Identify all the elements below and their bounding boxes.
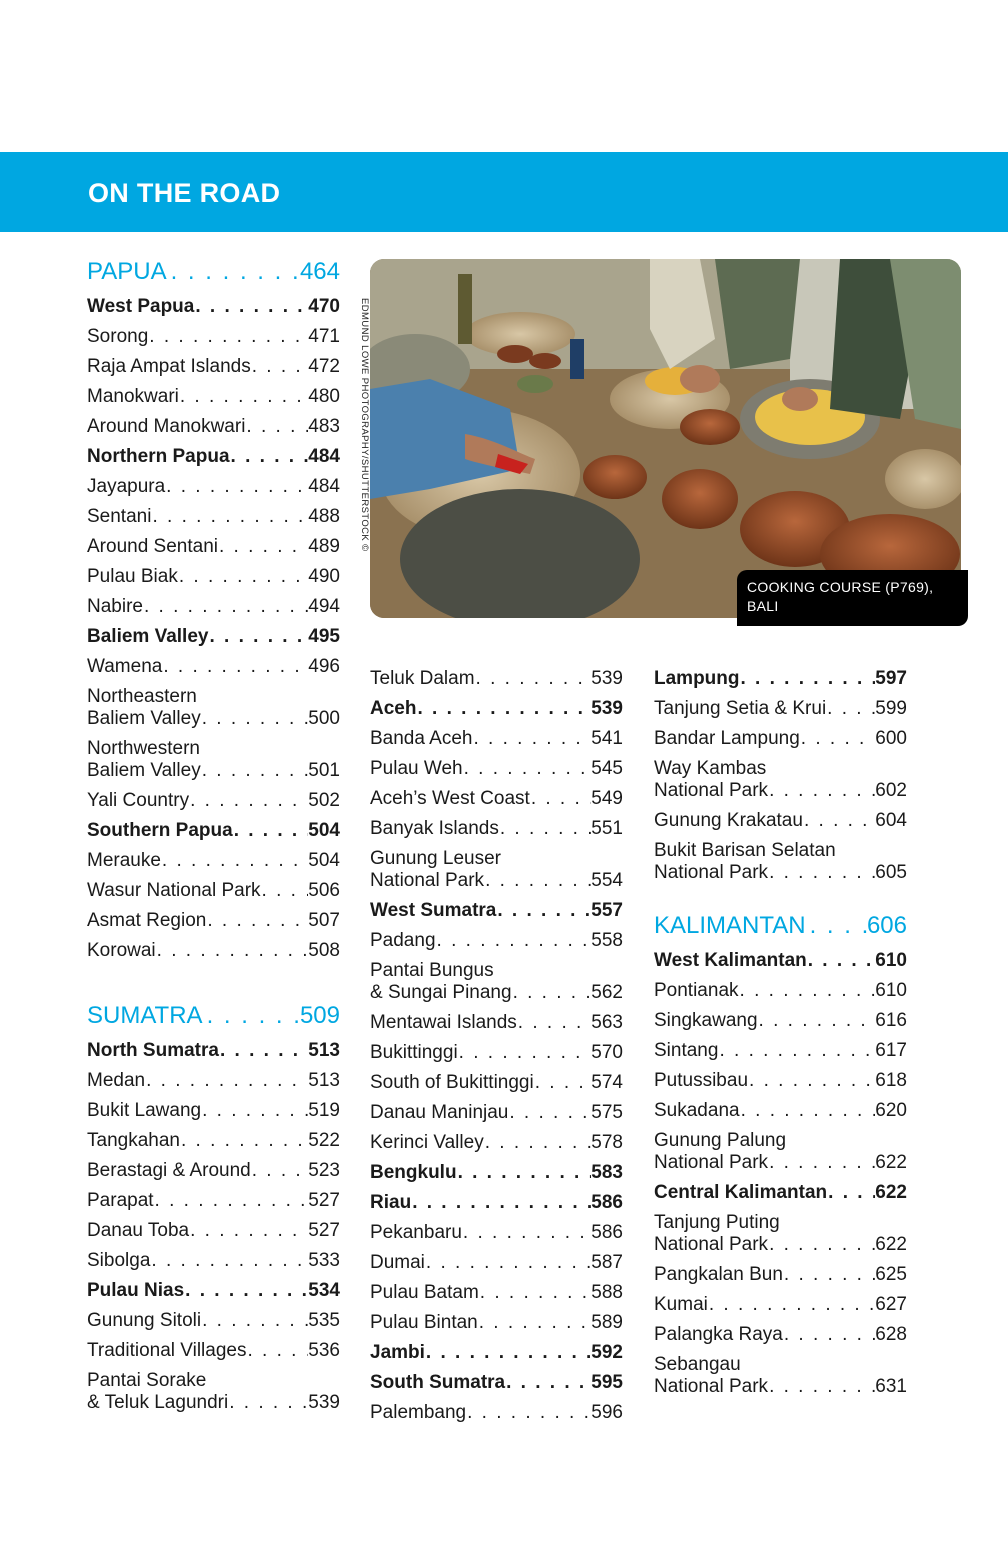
toc-entry-singkawang[interactable]: Singkawang . . . 616 xyxy=(654,1006,907,1036)
toc-entry-wamena[interactable]: Wamena . . . 496 xyxy=(87,652,340,682)
toc-entry-tanjung-setia-krui[interactable]: Tanjung Setia & Krui . . . 599 xyxy=(654,694,907,724)
toc-entry-sebangau-national-park[interactable]: Sebangau National Park . . . 631 xyxy=(654,1350,907,1402)
toc-entry-nabire[interactable]: Nabire . . . 494 xyxy=(87,592,340,622)
toc-entry-bengkulu[interactable]: Bengkulu . . . 583 xyxy=(370,1158,623,1188)
toc-entry-pulau-nias[interactable]: Pulau Nias . . . 534 xyxy=(87,1276,340,1306)
toc-entry-sibolga[interactable]: Sibolga . . . 533 xyxy=(87,1246,340,1276)
toc-entry-pontianak[interactable]: Pontianak . . . 610 xyxy=(654,976,907,1006)
photo-illustration xyxy=(370,259,961,618)
toc-entry-north-sumatra[interactable]: North Sumatra . . . 513 xyxy=(87,1036,340,1066)
toc-entry-gunung-leuser-national-park[interactable]: Gunung Leuser National Park . . . 554 xyxy=(370,844,623,896)
toc-entry-palembang[interactable]: Palembang . . . 596 xyxy=(370,1398,623,1428)
toc-entry-baliem-valley[interactable]: Baliem Valley . . . 495 xyxy=(87,622,340,652)
photo-caption: COOKING COURSE (P769), BALI xyxy=(737,570,968,626)
region-heading-papua[interactable]: PAPUA . . . 464 xyxy=(87,254,340,292)
toc-entry-acehs-west-coast[interactable]: Aceh’s West Coast . . . 549 xyxy=(370,784,623,814)
toc-entry-pantai-bungus[interactable]: Pantai Bungus & Sungai Pinang . . . 562 xyxy=(370,956,623,1008)
toc-entry-merauke[interactable]: Merauke . . . 504 xyxy=(87,846,340,876)
toc-entry-danau-maninjau[interactable]: Danau Maninjau . . . 575 xyxy=(370,1098,623,1128)
section-banner xyxy=(0,152,1008,232)
toc-entry-sorong[interactable]: Sorong . . . 471 xyxy=(87,322,340,352)
toc-entry-pulau-batam[interactable]: Pulau Batam . . . 588 xyxy=(370,1278,623,1308)
toc-entry-asmat-region[interactable]: Asmat Region . . . 507 xyxy=(87,906,340,936)
toc-entry-west-sumatra[interactable]: West Sumatra . . . 557 xyxy=(370,896,623,926)
toc-entry-southern-papua[interactable]: Southern Papua . . . 504 xyxy=(87,816,340,846)
toc-entry-northwestern-baliem-valley[interactable]: Northwestern Baliem Valley . . . 501 xyxy=(87,734,340,786)
toc-entry-wasur-national-park[interactable]: Wasur National Park . . . 506 xyxy=(87,876,340,906)
toc-entry-tanjung-puting-national-park[interactable]: Tanjung Puting National Park . . . 622 xyxy=(654,1208,907,1260)
toc-entry-danau-toba[interactable]: Danau Toba . . . 527 xyxy=(87,1216,340,1246)
toc-entry-jambi[interactable]: Jambi . . . 592 xyxy=(370,1338,623,1368)
toc-entry-gunung-sitoli[interactable]: Gunung Sitoli . . . 535 xyxy=(87,1306,340,1336)
toc-entry-lampung[interactable]: Lampung . . . 597 xyxy=(654,664,907,694)
toc-column-2 xyxy=(370,664,623,1428)
page-title: ON THE ROAD xyxy=(88,178,281,208)
region-heading-kalimantan[interactable]: KALIMANTAN . . . 606 xyxy=(654,908,907,946)
toc-entry-aceh[interactable]: Aceh . . . 539 xyxy=(370,694,623,724)
toc-entry-pulau-weh[interactable]: Pulau Weh . . . 545 xyxy=(370,754,623,784)
toc-entry-jayapura[interactable]: Jayapura . . . 484 xyxy=(87,472,340,502)
toc-entry-teluk-dalam[interactable]: Teluk Dalam . . . 539 xyxy=(370,664,623,694)
toc-entry-central-kalimantan[interactable]: Central Kalimantan . . . 622 xyxy=(654,1178,907,1208)
toc-entry-kumai[interactable]: Kumai . . . 627 xyxy=(654,1290,907,1320)
photo-credit: EDMUND LOWE PHOTOGRAPHY/SHUTTERSTOCK © xyxy=(359,298,370,552)
toc-entry-northeastern-baliem-valley[interactable]: Northeastern Baliem Valley . . . 500 xyxy=(87,682,340,734)
toc-entry-west-papua[interactable]: West Papua . . . 470 xyxy=(87,292,340,322)
toc-entry-west-kalimantan[interactable]: West Kalimantan . . . 610 xyxy=(654,946,907,976)
toc-column-1 xyxy=(87,254,340,1418)
toc-entry-pulau-biak[interactable]: Pulau Biak . . . 490 xyxy=(87,562,340,592)
toc-entry-yali-country[interactable]: Yali Country . . . 502 xyxy=(87,786,340,816)
toc-entry-tangkahan[interactable]: Tangkahan . . . 522 xyxy=(87,1126,340,1156)
toc-entry-bukittinggi[interactable]: Bukittinggi . . . 570 xyxy=(370,1038,623,1068)
toc-entry-pantai-sorake[interactable]: Pantai Sorake & Teluk Lagundri . . . 539 xyxy=(87,1366,340,1418)
toc-entry-bukit-barisan-selatan[interactable]: Bukit Barisan Selatan National Park . . . 605 xyxy=(654,836,907,888)
toc-entry-northern-papua[interactable]: Northern Papua . . . 484 xyxy=(87,442,340,472)
toc-entry-raja-ampat-islands[interactable]: Raja Ampat Islands . . . 472 xyxy=(87,352,340,382)
toc-entry-gunung-palung-national-park[interactable]: Gunung Palung National Park . . . 622 xyxy=(654,1126,907,1178)
toc-entry-riau[interactable]: Riau . . . 586 xyxy=(370,1188,623,1218)
toc-entry-pangkalan-bun[interactable]: Pangkalan Bun . . . 625 xyxy=(654,1260,907,1290)
toc-column-3 xyxy=(654,664,907,1402)
toc-entry-medan[interactable]: Medan . . . 513 xyxy=(87,1066,340,1096)
cooking-course-photo xyxy=(370,259,961,618)
toc-entry-dumai[interactable]: Dumai . . . 587 xyxy=(370,1248,623,1278)
toc-entry-south-sumatra[interactable]: South Sumatra . . . 595 xyxy=(370,1368,623,1398)
toc-entry-palangka-raya[interactable]: Palangka Raya . . . 628 xyxy=(654,1320,907,1350)
toc-entry-banda-aceh[interactable]: Banda Aceh . . . 541 xyxy=(370,724,623,754)
toc-entry-putussibau[interactable]: Putussibau . . . 618 xyxy=(654,1066,907,1096)
toc-entry-gunung-krakatau[interactable]: Gunung Krakatau . . . 604 xyxy=(654,806,907,836)
toc-entry-sukadana[interactable]: Sukadana . . . 620 xyxy=(654,1096,907,1126)
toc-entry-parapat[interactable]: Parapat . . . 527 xyxy=(87,1186,340,1216)
toc-entry-pekanbaru[interactable]: Pekanbaru . . . 586 xyxy=(370,1218,623,1248)
toc-entry-around-manokwari[interactable]: Around Manokwari . . . 483 xyxy=(87,412,340,442)
toc-entry-bandar-lampung[interactable]: Bandar Lampung . . . 600 xyxy=(654,724,907,754)
toc-entry-banyak-islands[interactable]: Banyak Islands . . . 551 xyxy=(370,814,623,844)
toc-entry-manokwari[interactable]: Manokwari . . . 480 xyxy=(87,382,340,412)
toc-entry-sentani[interactable]: Sentani . . . 488 xyxy=(87,502,340,532)
toc-entry-traditional-villages[interactable]: Traditional Villages . . . 536 xyxy=(87,1336,340,1366)
toc-entry-bukit-lawang[interactable]: Bukit Lawang . . . 519 xyxy=(87,1096,340,1126)
toc-entry-south-of-bukittinggi[interactable]: South of Bukittinggi . . . 574 xyxy=(370,1068,623,1098)
region-heading-sumatra[interactable]: SUMATRA . . . 509 xyxy=(87,998,340,1036)
toc-entry-around-sentani[interactable]: Around Sentani . . . 489 xyxy=(87,532,340,562)
toc-entry-way-kambas-national-park[interactable]: Way Kambas National Park . . . 602 xyxy=(654,754,907,806)
toc-entry-korowai[interactable]: Korowai . . . 508 xyxy=(87,936,340,966)
toc-entry-padang[interactable]: Padang . . . 558 xyxy=(370,926,623,956)
toc-entry-berastagi-around[interactable]: Berastagi & Around . . . 523 xyxy=(87,1156,340,1186)
toc-entry-pulau-bintan[interactable]: Pulau Bintan . . . 589 xyxy=(370,1308,623,1338)
toc-entry-kerinci-valley[interactable]: Kerinci Valley . . . 578 xyxy=(370,1128,623,1158)
toc-entry-mentawai-islands[interactable]: Mentawai Islands . . . 563 xyxy=(370,1008,623,1038)
toc-entry-sintang[interactable]: Sintang . . . 617 xyxy=(654,1036,907,1066)
